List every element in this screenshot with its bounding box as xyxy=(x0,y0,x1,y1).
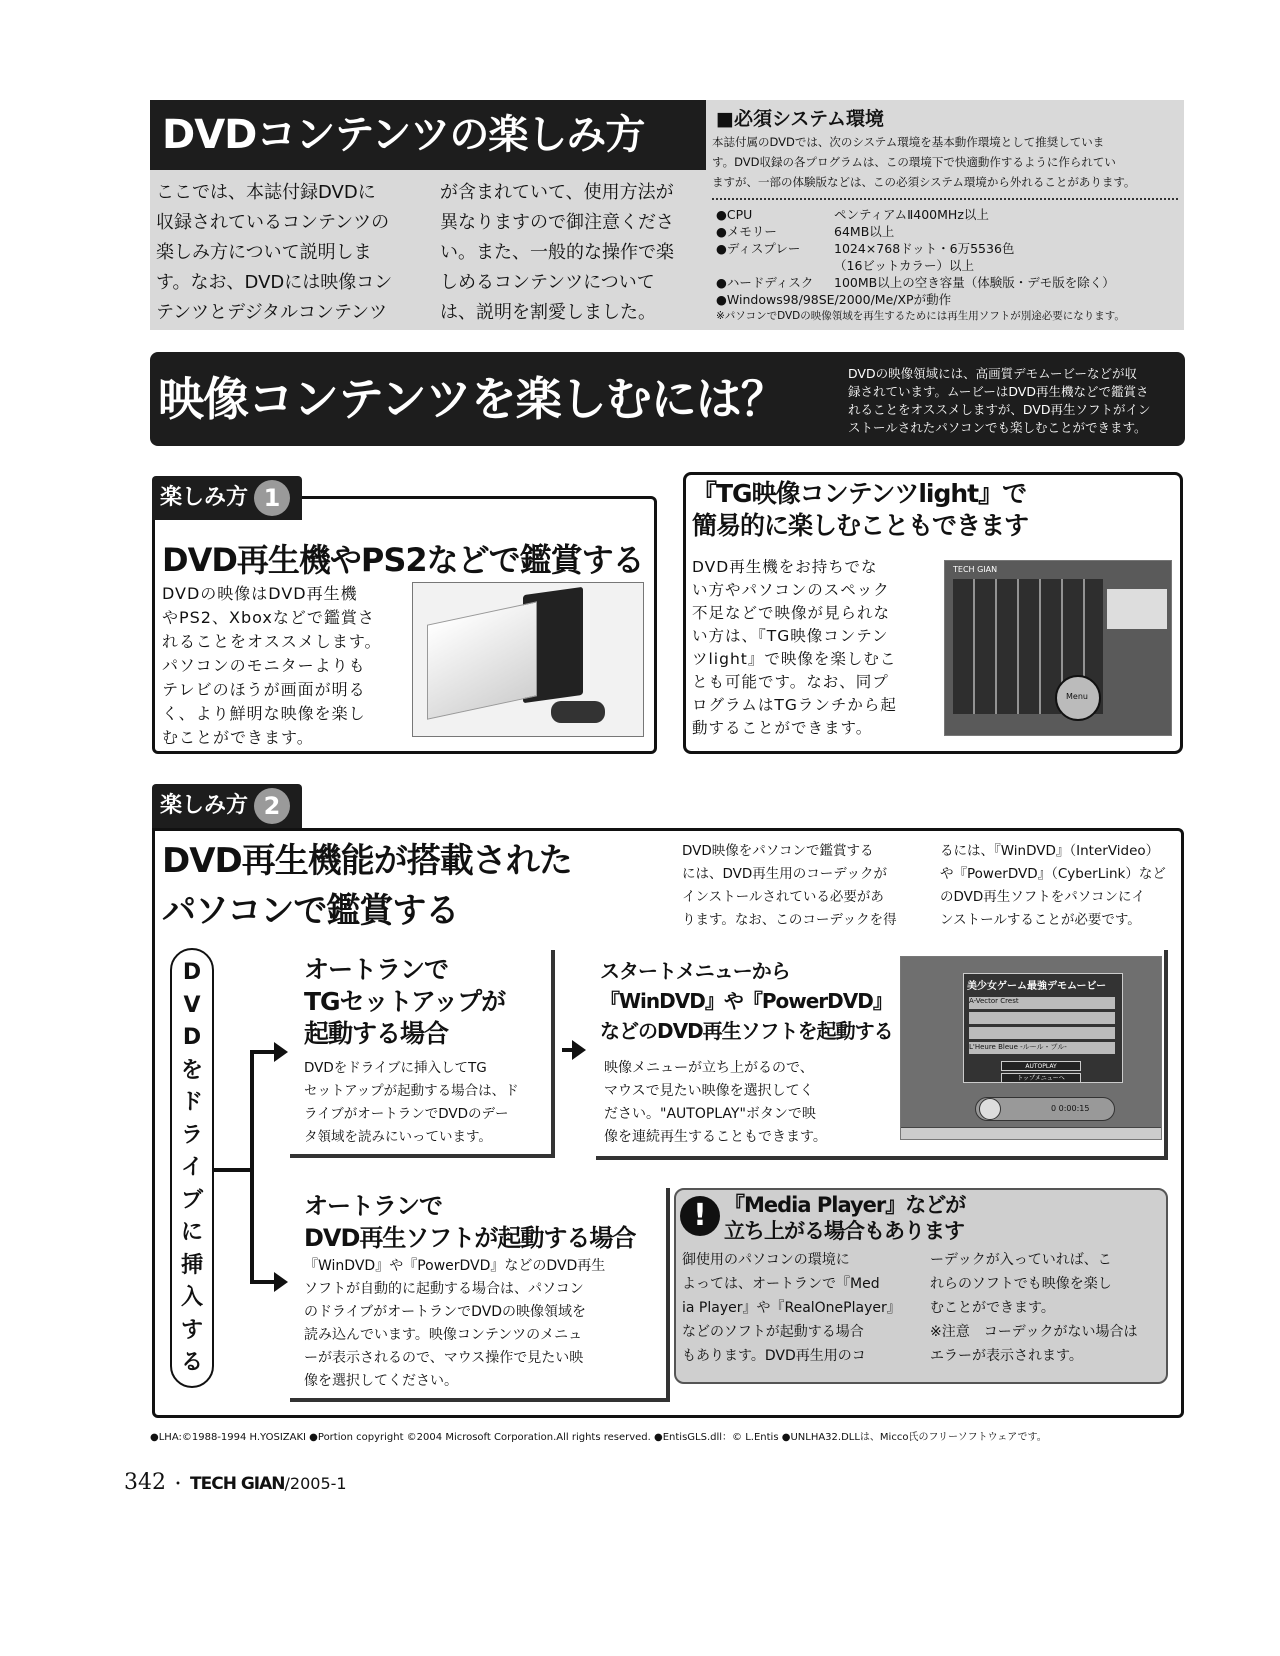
sysreq-label: ●メモリー xyxy=(716,224,777,239)
method2-tab-label: 楽しみ方 xyxy=(160,793,249,818)
top-menu-button[interactable]: トップメニューへ xyxy=(1001,1073,1081,1083)
method2-body-col1: DVD映像をパソコンで鑑賞する には、DVD再生用のコーデックが インストールされている必要があ ります。なお、このコーデックを得 xyxy=(682,843,897,928)
sysreq-row xyxy=(716,274,1186,291)
box1-body: DVDをドライブに挿入してTG セットアップが起動する場合は、ド ライブがオートランでDVDのデー タ領域を読みにいっています。 xyxy=(304,1060,519,1145)
connector-top xyxy=(250,1050,276,1054)
screen-menu-label: Menu xyxy=(1066,692,1088,701)
sysreq-row xyxy=(716,206,1186,223)
method2-number: 2 xyxy=(254,788,290,824)
intro-text-col1: ここでは、本誌付録DVDに 収録されているコンテンツの 楽しみ方について説明しま す。なお、DVDには映像コン テンツとデジタルコンテンツ xyxy=(156,182,393,323)
dvd-menu-title: 美少女ゲーム最強デモムービー xyxy=(967,981,1107,992)
play-button-icon[interactable] xyxy=(979,1098,1001,1120)
warning-icon: ! xyxy=(680,1196,720,1236)
issue-number: /2005-1 xyxy=(284,1474,347,1493)
taskbar xyxy=(901,1127,1162,1140)
arrow-right-icon xyxy=(274,1272,288,1292)
dvd-menu-item xyxy=(969,1027,1115,1039)
vertical-char: ラ xyxy=(180,1122,203,1148)
sysreq-value: 1024×768ドット・6万5536色 （16ビットカラー）以上 xyxy=(834,241,1015,273)
intro-title: DVDコンテンツの楽しみ方 xyxy=(150,100,706,170)
sysreq-list xyxy=(716,206,1186,325)
method1-body: DVDの映像はDVD再生機 やPS2、Xboxなどで鑑賞さ れることをオススメします。 パソコンのモニターよりも テレビのほうが画面が明る く、より鮮明な映像を楽し むことができます。 xyxy=(162,584,382,747)
vertical-char: ド xyxy=(180,1090,203,1115)
sysreq-label: ●ディスプレー xyxy=(716,241,801,256)
credits-line: ●LHA:©1988-1994 H.YOSIZAKI ●Portion copyright ©2004 Microsoft Corporation.All rights reserved. ●EntisGLS.dll：© L.Entis ●UNLHA32.DLLは、Micco氏のフリーソフトウェアです。 xyxy=(150,1432,1047,1443)
sysreq-intro: 本誌付属のDVDでは、次のシステム環境を基本動作環境として推奨していま す。DVD収録の各プログラムは、この環境下で快適動作するように作られてい ますが、一部の体験版などは、この必須システム環境から外れることがあります。 xyxy=(712,135,1136,189)
sysreq-value: 64MB以上 xyxy=(834,224,895,239)
box3-title: オートランで DVD再生ソフトが起動する場合 xyxy=(304,1192,636,1252)
sysreq-os: ●Windows98/98SE/2000/Me/XPが動作 xyxy=(716,292,952,307)
method1-heading: DVD再生機やPS2などで鑑賞する xyxy=(162,541,644,579)
magazine-name: TECH GIAN xyxy=(190,1474,285,1494)
arrow-right-icon xyxy=(572,1040,586,1060)
footer-dot: ・ xyxy=(170,1474,187,1493)
sysreq-divider xyxy=(712,198,1178,200)
box2-title: スタートメニューから 『WinDVD』や『PowerDVD』 などのDVD再生ソフトを起動する xyxy=(600,959,893,1043)
light-heading: 『TG映像コンテンツlight』で 簡易的に楽しむこともできます xyxy=(692,479,1029,540)
media-col2: ーデックが入っていれば、こ れらのソフトでも映像を楽し むことができます。 ※注意 コーデックがない場合は エラーが表示されます。 xyxy=(930,1252,1138,1364)
vertical-char: 入 xyxy=(180,1285,203,1310)
method2-tab xyxy=(152,784,302,828)
insert-dvd-pill xyxy=(170,948,214,1388)
dvd-menu-item: L'Heure Bleue -ルール・ブル- xyxy=(969,1042,1115,1054)
sysreq-value: ペンティアムⅡ400MHz以上 xyxy=(834,207,989,222)
player-time: 0 0:00:15 xyxy=(1051,1104,1090,1113)
media-col1: 御使用のパソコンの環境に よっては、オートランで『Med ia Player』や『RealOnePlayer』 などのソフトが起動する場合 もあります。DVD再生用のコ xyxy=(682,1252,901,1364)
dvd-player-box xyxy=(427,601,537,719)
vertical-char: イ xyxy=(180,1155,203,1180)
vertical-char: す xyxy=(180,1317,203,1343)
vertical-char: D xyxy=(182,1025,202,1050)
vertical-char: V xyxy=(183,992,201,1018)
intro-text-col2: が含まれていて、使用方法が 異なりますので御注意くださ い。また、一般的な操作で楽 しめるコンテンツについて は、説明を割愛しました。 xyxy=(440,182,674,323)
connector-stub xyxy=(214,1168,252,1172)
dvd-menu-item xyxy=(969,1012,1115,1024)
sysreq-label: ●CPU xyxy=(716,207,753,222)
page-footer xyxy=(124,1470,347,1495)
method2-heading: DVD再生機能が搭載された パソコンで鑑賞する xyxy=(162,841,572,931)
light-body: DVD再生機をお持ちでな い方やパソコンのスペック 不足などで映像が見られな い方は、『TG映像コンテン ツlight』で映像を楽しむこ とも可能です。なお、同プ ログラムはTGランチから起 動することができます。 xyxy=(692,558,897,737)
section-title: 映像コンテンツを楽しむには？ xyxy=(158,372,786,426)
dvd-menu-screenshot xyxy=(900,956,1162,1140)
box1-title: オートランで TGセットアップが 起動する場合 xyxy=(304,955,506,1048)
vertical-char: を xyxy=(180,1057,203,1083)
thumb-side xyxy=(1107,589,1167,629)
vertical-char: に xyxy=(180,1220,203,1245)
controller xyxy=(551,701,605,723)
autoplay-button[interactable]: AUTOPLAY xyxy=(1001,1061,1081,1071)
box2-body: 映像メニューが立ち上がるので、 マウスで見たい映像を選択してく ださい。"AUTOPLAY"ボタンで映 像を連続再生することもできます。 xyxy=(604,1060,827,1145)
method1-tab xyxy=(152,476,302,520)
method1-tab-label: 楽しみ方 xyxy=(160,485,249,510)
vertical-char: D xyxy=(182,960,202,985)
section-desc: DVDの映像領域には、高画質デモムービーなどが収 録されています。ムービーはDVD再生機などで鑑賞さ れることをオススメしますが、DVD再生ソフトがイン ストールされたパソコンでも楽しむことができます。 xyxy=(848,366,1151,435)
page-number: 342 xyxy=(124,1470,166,1495)
light-screenshot xyxy=(944,560,1172,736)
connector-vertical xyxy=(250,1050,254,1282)
box3-body: 『WinDVD』や『PowerDVD』などのDVD再生 ソフトが自動的に起動する場合は、パソコン のドライブがオートランでDVDの映像領域を 読み込んでいます。映像コンテンツのメニュ ーが表示されるので、マウス操作で見たい映 像を選択してください。 xyxy=(304,1258,606,1389)
dvd-player-photo xyxy=(412,582,644,737)
method2-body-col2: るには、『WinDVD』（InterVideo） や『PowerDVD』（CyberLink）など のDVD再生ソフトをパソコンにイ ンストールすることが必要です。 xyxy=(940,843,1166,928)
method1-number: 1 xyxy=(254,480,290,516)
sysreq-row xyxy=(716,223,1186,240)
sysreq-label: ●ハードディスク xyxy=(716,275,814,290)
media-heading: 『Media Player』などが 立ち上がる場合もあります xyxy=(724,1193,966,1243)
sysreq-title: ■必須システム環境 xyxy=(716,108,885,130)
dvd-menu-item: A-Vector Crest xyxy=(969,997,1115,1009)
sysreq-row xyxy=(716,240,1186,274)
vertical-char: る xyxy=(180,1350,203,1375)
arrow-right-icon xyxy=(274,1042,288,1062)
sysreq-note: ※パソコンでDVDの映像領域を再生するためには再生用ソフトが別途必要になります。 xyxy=(716,310,1125,322)
sysreq-value: 100MB以上の空き容量（体験版・デモ版を除く） xyxy=(834,275,1115,290)
vertical-char: 挿 xyxy=(180,1252,203,1278)
vertical-char: ブ xyxy=(180,1187,203,1213)
connector-bottom xyxy=(250,1280,276,1284)
screen-header: TECH GIAN xyxy=(953,565,998,574)
